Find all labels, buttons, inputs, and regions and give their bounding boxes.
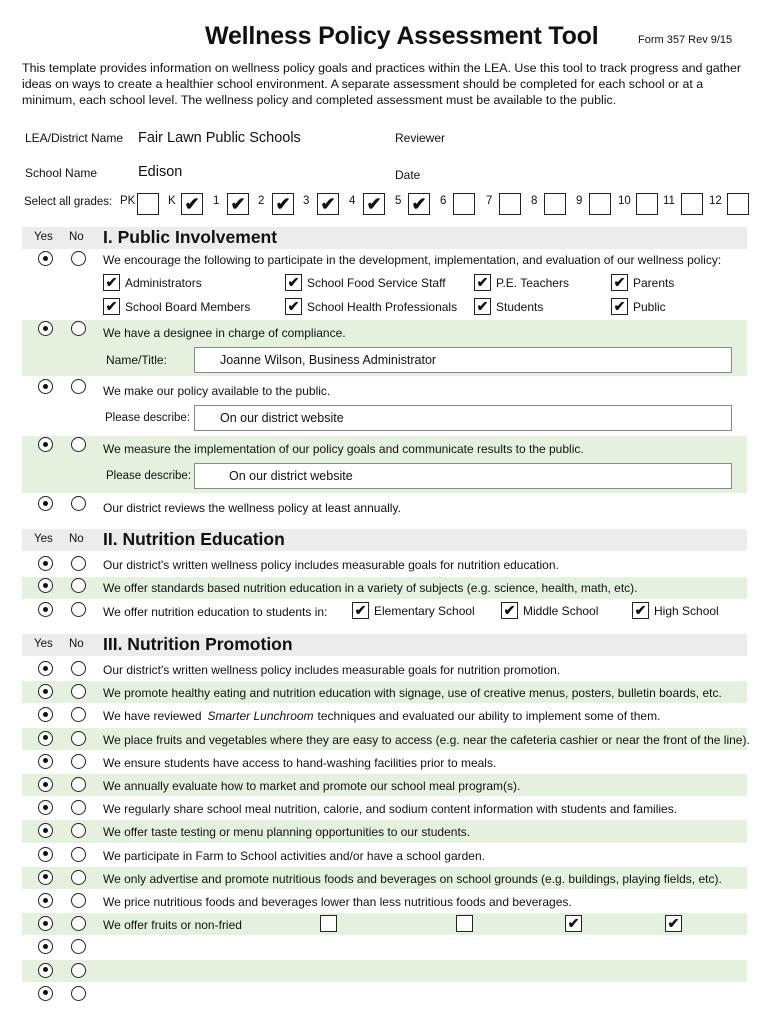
yes-radio[interactable] (38, 661, 53, 676)
promotion-question-row (22, 774, 747, 796)
checkbox[interactable]: ✔ (611, 274, 628, 291)
no-radio[interactable] (71, 800, 86, 815)
promotion-question-row (22, 890, 747, 912)
section-title: I. Public Involvement (103, 227, 278, 247)
grade-label: 8 (531, 195, 538, 207)
yes-radio[interactable] (38, 251, 53, 266)
no-radio[interactable] (71, 963, 86, 978)
yes-radio[interactable] (38, 379, 53, 394)
describe-field[interactable]: On our district website (194, 405, 732, 431)
ne-question-2 (22, 577, 747, 599)
grade-label: 7 (486, 195, 493, 207)
describe-label: Please describe: (106, 470, 192, 482)
checkbox[interactable]: ✔ (474, 298, 491, 315)
grade-label: 11 (663, 195, 675, 207)
grades-row (0, 190, 770, 220)
pi-question-4 (22, 436, 747, 493)
yes-radio[interactable] (38, 823, 53, 838)
no-column-label: No (69, 533, 84, 545)
promotion-question-row (22, 728, 750, 750)
checkbox[interactable]: ✔ (565, 915, 582, 932)
grade-label: 6 (440, 195, 447, 207)
grade-label: 1 (213, 195, 220, 207)
promotion-question-row (22, 913, 747, 935)
checkbox[interactable]: ✔ (611, 298, 628, 315)
promotion-question-row (22, 820, 747, 842)
no-radio[interactable] (71, 578, 86, 593)
grade-checkbox-1[interactable]: ✔ (227, 193, 249, 215)
option-label: Elementary School (374, 604, 475, 618)
yes-radio[interactable] (38, 731, 53, 746)
checkbox[interactable]: ✔ (352, 602, 369, 619)
checkbox[interactable]: ✔ (103, 298, 120, 315)
checkbox[interactable]: ✔ (665, 915, 682, 932)
grade-label: K (168, 195, 176, 207)
grade-checkbox-7[interactable] (499, 193, 521, 215)
grade-checkbox-5[interactable]: ✔ (408, 193, 430, 215)
promotion-question-row (22, 867, 747, 889)
question-text-part: techniques and evaluated our ability to implement some of them. (317, 709, 661, 724)
yes-radio[interactable] (38, 556, 53, 571)
question-text: We only advertise and promote nutritious foods and beverages on school grounds (e.g. buildings, playing fields, etc). (103, 871, 722, 886)
checkbox[interactable]: ✔ (285, 274, 302, 291)
question-text: We annually evaluate how to market and promote our school meal program(s). (103, 779, 521, 793)
yes-column-label: Yes (34, 533, 53, 545)
grade-label: 4 (349, 195, 356, 207)
describe-field[interactable]: On our district website (194, 463, 732, 489)
no-radio[interactable] (71, 754, 86, 769)
option-label: Parents (633, 276, 675, 290)
no-radio[interactable] (71, 379, 86, 394)
section-title: II. Nutrition Education (103, 529, 285, 549)
no-radio[interactable] (71, 893, 86, 908)
date-label: Date (395, 168, 421, 182)
name-title-field[interactable]: Joanne Wilson, Business Administrator (194, 347, 732, 373)
form-number: Form 357 Rev 9/15 (638, 34, 733, 46)
checkbox[interactable]: ✔ (632, 602, 649, 619)
yes-radio[interactable] (38, 684, 53, 699)
no-radio[interactable] (71, 939, 86, 954)
grade-checkbox-6[interactable] (453, 193, 475, 215)
question-text: We price nutritious foods and beverages lower than less nutritious foods and beverages. (103, 895, 572, 909)
section-nutrition-education-header (22, 529, 747, 551)
promotion-question-row (22, 681, 747, 703)
promotion-question-row (22, 751, 747, 773)
reviewer-label: Reviewer (395, 131, 446, 145)
promotion-question-row (22, 797, 747, 819)
grade-label: 5 (395, 195, 402, 207)
checkbox[interactable]: ✔ (285, 298, 302, 315)
option-label: School Food Service Staff (307, 276, 446, 290)
yes-radio[interactable] (38, 707, 53, 722)
yes-radio[interactable] (38, 777, 53, 792)
grade-checkbox-2[interactable]: ✔ (272, 193, 294, 215)
question-text: We have a designee in charge of compliance. (103, 326, 346, 340)
grade-checkbox-8[interactable] (544, 193, 566, 215)
yes-radio[interactable] (38, 939, 53, 954)
section-title: III. Nutrition Promotion (103, 634, 293, 654)
promotion-question-row (22, 960, 747, 982)
option-label: P.E. Teachers (496, 276, 569, 290)
yes-column-label: Yes (34, 638, 53, 650)
yes-radio[interactable] (38, 754, 53, 769)
question-text-part: We have reviewed (103, 709, 202, 724)
no-radio[interactable] (71, 777, 86, 792)
grade-checkbox-k[interactable]: ✔ (181, 193, 203, 215)
grade-checkbox-11[interactable] (681, 193, 703, 215)
no-column-label: No (69, 231, 84, 243)
question-text: We offer taste testing or menu planning opportunities to our students. (103, 825, 471, 840)
lea-value[interactable]: Fair Lawn Public Schools (138, 130, 301, 146)
question-text: Our district reviews the wellness policy at least annually. (103, 501, 401, 515)
no-radio[interactable] (71, 986, 86, 1001)
smarter-lunchroom-term: Smarter Lunchroom (207, 709, 314, 724)
question-text: Our district's written wellness policy includes measurable goals for nutrition promotion. (103, 663, 561, 677)
participant-options (0, 272, 770, 320)
option-label: High School (654, 604, 719, 618)
checkbox[interactable]: ✔ (474, 274, 491, 291)
yes-radio[interactable] (38, 496, 53, 511)
question-text: We ensure students have access to hand-washing facilities prior to meals. (103, 755, 497, 770)
lea-label: LEA/District Name (25, 131, 124, 145)
grades-label: Select all grades: (24, 196, 113, 208)
section-nutrition-promotion-header (22, 634, 747, 656)
intro-text: This template provides information on wellness policy goals and practices within the LEA. Use this tool to track progress and gather ideas on ways to create a healthier school environment. A separate assessment should be completed for each school or at a minimum, each school level. The wellness policy and completed assessment must be available to the public. (22, 61, 742, 107)
question-text: We regularly share school meal nutrition, calorie, and sodium content information with students and families. (103, 802, 678, 817)
checkbox[interactable]: ✔ (103, 274, 120, 291)
grade-checkbox-10[interactable] (636, 193, 658, 215)
name-title-label: Name/Title: (106, 353, 167, 367)
pi-question-3 (0, 378, 770, 434)
no-radio[interactable] (71, 251, 86, 266)
pi-question-2 (22, 320, 747, 376)
grade-label: 9 (576, 195, 583, 207)
option-label: Middle School (523, 604, 599, 618)
no-radio[interactable] (71, 684, 86, 699)
no-column-label: No (69, 638, 84, 650)
question-text: We measure the implementation of our policy goals and communicate results to the public. (103, 442, 584, 456)
checkbox[interactable] (320, 915, 337, 932)
yes-radio[interactable] (38, 321, 53, 336)
option-label: Students (496, 300, 544, 314)
checkbox[interactable]: ✔ (501, 602, 518, 619)
no-radio[interactable] (71, 707, 86, 722)
question-text: We participate in Farm to School activities and/or have a school garden. (103, 848, 485, 863)
no-radio[interactable] (71, 870, 86, 885)
option-label: School Health Professionals (307, 300, 458, 314)
no-radio[interactable] (71, 437, 86, 452)
no-radio[interactable] (71, 916, 86, 931)
yes-radio[interactable] (38, 437, 53, 452)
ne-question-1 (0, 555, 770, 577)
question-text: We promote healthy eating and nutrition education with signage, use of creative menus, posters, bulletin boards, etc. (103, 686, 722, 701)
yes-radio[interactable] (38, 893, 53, 908)
question-text: We make our policy available to the public. (103, 384, 331, 398)
pi-question-5 (0, 495, 770, 519)
yes-radio[interactable] (38, 916, 53, 931)
promotion-question-row (22, 658, 747, 680)
question-text (103, 709, 660, 723)
option-label: School Board Members (125, 300, 251, 314)
promotion-question-list (0, 658, 770, 1008)
grade-label: 3 (303, 195, 310, 207)
no-radio[interactable] (71, 321, 86, 336)
option-label: Administrators (125, 276, 202, 290)
promotion-question-row (22, 936, 747, 958)
school-label: School Name (25, 166, 98, 180)
yes-radio[interactable] (38, 578, 53, 593)
question-text: We encourage the following to participate in the development, implementation, and evaluation of our wellness policy: (103, 253, 722, 267)
grade-checkbox-4[interactable]: ✔ (363, 193, 385, 215)
yes-radio[interactable] (38, 986, 53, 1001)
no-radio[interactable] (71, 661, 86, 676)
question-text: Our district's written wellness policy includes measurable goals for nutrition education. (103, 558, 559, 572)
no-radio[interactable] (71, 556, 86, 571)
grade-label: PK (120, 195, 136, 207)
yes-radio[interactable] (38, 870, 53, 885)
yes-column-label: Yes (34, 231, 53, 243)
grade-checkbox-pk[interactable] (137, 193, 159, 215)
school-value[interactable]: Edison (138, 164, 183, 180)
promotion-question-row (22, 704, 747, 726)
yes-radio[interactable] (38, 963, 53, 978)
yes-radio[interactable] (38, 847, 53, 862)
question-text: We place fruits and vegetables where they are easy to access (e.g. near the cafeteria cashier or near the front of the line). (103, 732, 750, 747)
promotion-question-row (22, 983, 747, 1005)
checkbox[interactable] (456, 915, 473, 932)
grade-label: 10 (618, 195, 631, 207)
option-label: Public (633, 300, 666, 314)
promotion-question-row (22, 844, 747, 866)
grade-checkbox-9[interactable] (589, 193, 611, 215)
grade-checkbox-3[interactable]: ✔ (317, 193, 339, 215)
no-radio[interactable] (71, 496, 86, 511)
grade-label: 12 (709, 195, 722, 207)
question-text: We offer fruits or non-fried (103, 918, 242, 933)
page-title: Wellness Policy Assessment Tool (205, 22, 599, 50)
describe-label: Please describe: (105, 412, 191, 424)
grade-label: 2 (258, 195, 265, 207)
yes-radio[interactable] (38, 800, 53, 815)
section-public-involvement-header (22, 227, 747, 249)
no-radio[interactable] (71, 823, 86, 838)
no-radio[interactable] (71, 847, 86, 862)
grade-checkbox-12[interactable] (727, 193, 749, 215)
education-level-options (0, 600, 770, 624)
no-radio[interactable] (71, 731, 86, 746)
question-text: We offer standards based nutrition education in a variety of subjects (e.g. science, health, math, etc). (103, 581, 638, 595)
question-text: We offer nutrition education to students in: (103, 605, 328, 619)
